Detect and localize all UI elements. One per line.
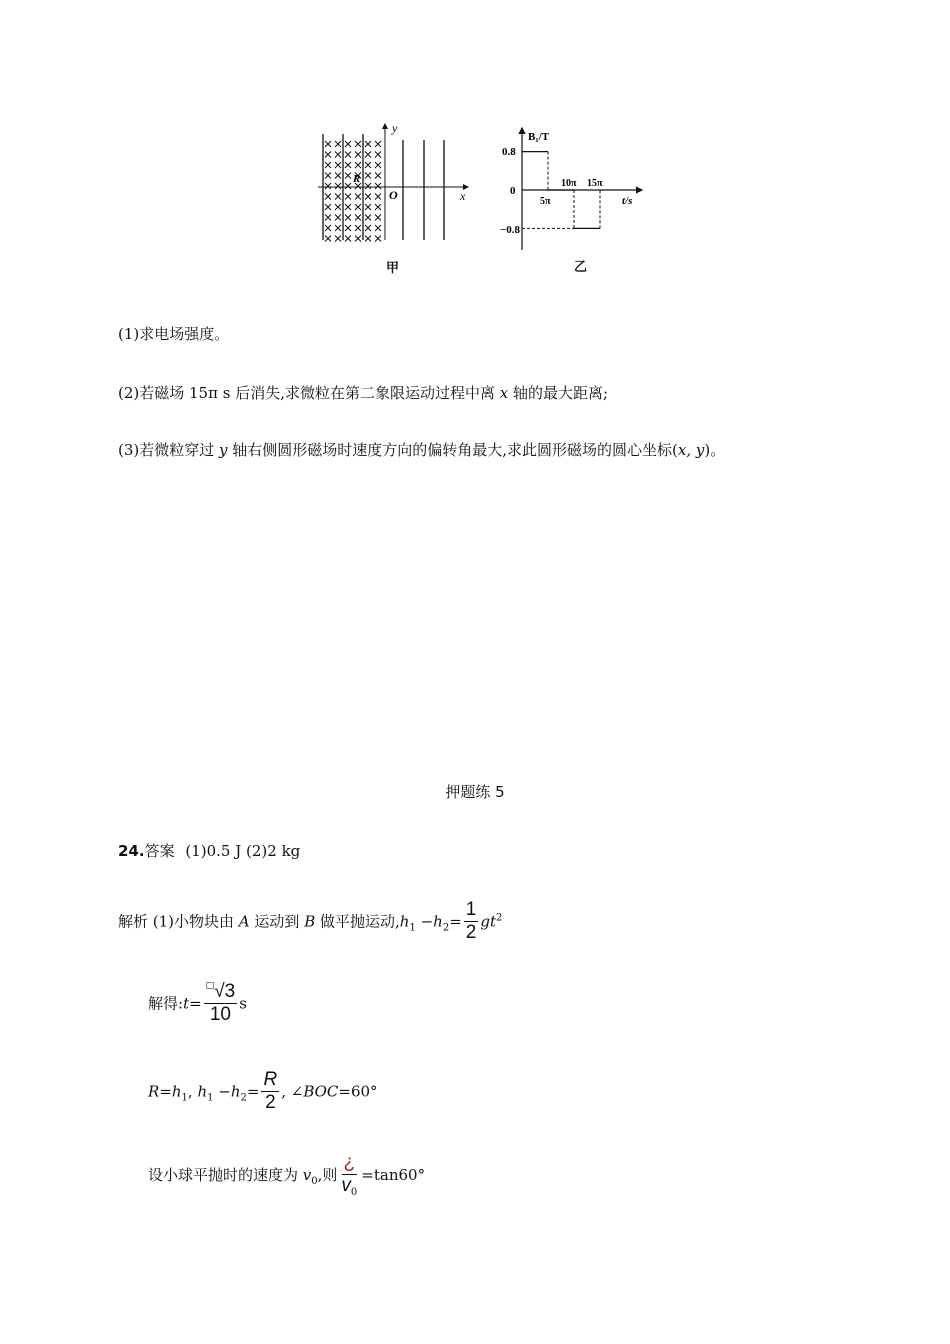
field-cross-mark <box>325 236 331 242</box>
field-cross-mark <box>325 173 331 179</box>
field-cross-mark <box>345 215 351 221</box>
x-axis-label: x <box>460 189 466 203</box>
field-cross-mark <box>325 194 331 200</box>
fraction-half: $\frac{1}{2}$ <box>465 899 477 943</box>
fraction-sqrt3-over-10: $\frac{^□√3}{10}$ <box>205 981 236 1025</box>
field-cross-mark <box>325 152 331 158</box>
solve-line: 解得:t= $\frac{^□√3}{10}$ s <box>148 981 247 1025</box>
field-cross-mark <box>335 183 341 189</box>
field-cross-mark <box>335 162 341 168</box>
y-tick-0: 0 <box>510 185 516 197</box>
field-cross-mark <box>335 225 341 231</box>
fraction-velocity: $\frac{¿}{v_0}$ <box>341 1152 358 1198</box>
field-cross-mark <box>325 183 331 189</box>
field-cross-mark <box>375 215 381 221</box>
field-cross-mark <box>325 225 331 231</box>
figure-yi <box>500 120 650 278</box>
field-cross-mark <box>365 236 371 242</box>
b-axis-label: B₁/T <box>528 131 550 143</box>
y-axis-label: y <box>392 121 398 135</box>
field-cross-mark <box>365 194 371 200</box>
field-cross-mark <box>375 141 381 147</box>
field-cross-mark <box>345 236 351 242</box>
x-tick-15pi: 15π <box>587 178 603 189</box>
field-cross-mark <box>335 236 341 242</box>
x-tick-10pi: 10π <box>561 178 577 189</box>
field-cross-mark <box>355 162 361 168</box>
t-axis-label: t/s <box>622 195 633 207</box>
analysis-line: 解析 (1)小物块由 A 运动到 B 做平抛运动$,h_1 -h_2=$ $\frac{1}{2}$ $gt^2$ <box>118 899 503 943</box>
field-cross-mark <box>345 152 351 158</box>
field-cross-mark <box>375 183 381 189</box>
field-cross-mark <box>335 141 341 147</box>
field-cross-mark <box>375 194 381 200</box>
point-r-label: R <box>353 173 361 185</box>
field-cross-mark <box>375 204 381 210</box>
field-cross-mark <box>355 194 361 200</box>
question-2: (2)若磁场 15π s 后消失,求微粒在第二象限运动过程中离 x 轴的最大距离; <box>118 384 609 402</box>
field-cross-mark <box>345 194 351 200</box>
question-3: (3)若微粒穿过 y 轴右侧圆形磁场时速度方向的偏转角最大,求此圆形磁场的圆心坐标(x, y)。 <box>118 441 726 459</box>
y-tick-neg-0-8: −0.8 <box>500 224 521 236</box>
figure-jia-caption: 甲 <box>386 261 400 276</box>
figure-jia <box>310 118 480 278</box>
field-cross-mark <box>375 152 381 158</box>
field-cross-mark <box>375 225 381 231</box>
field-cross-mark <box>375 173 381 179</box>
question-number: 24. <box>118 842 145 860</box>
figure-yi-chart <box>500 120 650 278</box>
field-cross-mark <box>335 173 341 179</box>
field-cross-mark <box>365 225 371 231</box>
field-cross-mark <box>355 236 361 242</box>
field-cross-mark <box>345 141 351 147</box>
field-cross-mark <box>345 204 351 210</box>
answer-line: 24.答案 (1)0.5 J (2)2 kg <box>118 842 301 860</box>
field-cross-mark <box>335 204 341 210</box>
fraction-r-over-2: $\frac{R}{2}$ <box>263 1069 278 1113</box>
y-tick-0-8: 0.8 <box>502 146 516 158</box>
field-cross-mark <box>325 162 331 168</box>
field-cross-mark <box>345 183 351 189</box>
magnetic-field-crosses <box>325 141 381 242</box>
field-cross-mark <box>375 162 381 168</box>
origin-label: O <box>389 188 398 202</box>
field-cross-mark <box>365 152 371 158</box>
field-cross-mark <box>325 141 331 147</box>
relation-line: $R=h_1$, $h_1 -h_2=$ $\frac{R}{2}$ , ∠BOC=60° <box>148 1069 378 1113</box>
section-title: 押题练 5 <box>445 783 505 801</box>
field-cross-mark <box>355 225 361 231</box>
field-cross-mark <box>365 183 371 189</box>
field-cross-mark <box>365 162 371 168</box>
question-1: (1)求电场强度。 <box>118 325 230 343</box>
field-cross-mark <box>355 215 361 221</box>
field-cross-mark <box>375 236 381 242</box>
field-cross-mark <box>355 141 361 147</box>
field-cross-mark <box>335 215 341 221</box>
field-cross-mark <box>365 173 371 179</box>
field-cross-mark <box>365 141 371 147</box>
field-cross-mark <box>365 215 371 221</box>
field-cross-mark <box>335 194 341 200</box>
field-cross-mark <box>345 162 351 168</box>
field-cross-mark <box>345 173 351 179</box>
figure-jia-svg <box>310 118 480 278</box>
field-cross-mark <box>325 204 331 210</box>
x-tick-5pi: 5π <box>540 196 551 207</box>
field-cross-mark <box>355 152 361 158</box>
velocity-line: 设小球平抛时的速度为 $v_0$,则 $\frac{¿}{v_0}$ =tan60° <box>148 1152 426 1198</box>
field-cross-mark <box>365 204 371 210</box>
field-cross-mark <box>355 204 361 210</box>
answer-text: (1)0.5 J (2)2 kg <box>185 842 301 860</box>
figure-yi-caption: 乙 <box>574 260 588 275</box>
field-cross-mark <box>325 215 331 221</box>
field-cross-mark <box>345 225 351 231</box>
field-cross-mark <box>335 152 341 158</box>
